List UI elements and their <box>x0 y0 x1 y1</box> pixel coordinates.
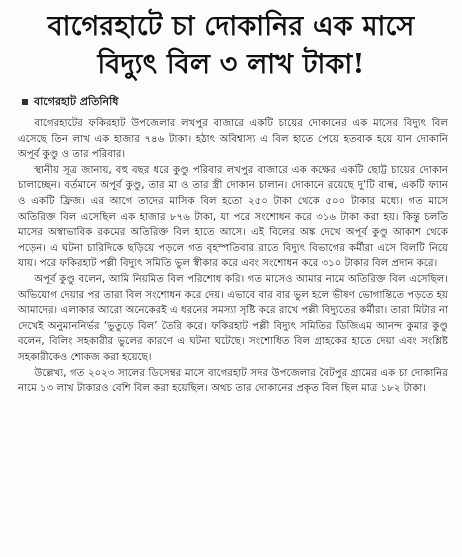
headline <box>0 0 462 84</box>
headline-line-2: বিদ্যুৎ বিল ৩ লাখ টাকা! <box>97 49 365 80</box>
paragraph-1: বাগেরহাটের ফকিরহাট উপজেলার লখপুর বাজারে একটি চায়ের দোকানের এক মাসের বিদ্যুৎ বিল এসেছে তিন লাখ এক হাজার ৭৪৬ টাকা। হঠাৎ অবিশ্বাস্য এ বিল হাতে পেয়ে হতবাক হয়ে যান দোকানি অপূর্ব কুণ্ডু ও তার পরিবার। <box>18 118 448 161</box>
paragraph-4: উল্লেখ্য, গত ২০২৩ সালের ডিসেম্বর মাসে বাগেরহাট সদর উপজেলার বৈটপুর গ্রামের এক চা দোকানির নামে ১৩ লাখ টাকারও বেশি বিল করা হয়েছিল। অথচ তার দোকানের প্রকৃত বিল ছিল মাত্র ১৮২ টাকা। <box>18 367 448 395</box>
headline-line-1: বাগেরহাটে চা দোকানির এক মাসে <box>47 11 415 42</box>
byline-text: বাগেরহাট প্রতিনিধি <box>34 94 119 108</box>
byline <box>22 94 462 110</box>
paragraph-3: অপূর্ব কুণ্ডু বলেন, আমি নিয়মিত বিল পরিশোধ করি। গত মাসেও আমার নামে অতিরিক্ত বিল এসেছিল। অভিযোগ দেয়ার পর তারা বিল সংশোধন করে দেয়। এভাবে বার বার ভুল হলে ভীষণ ভোগান্তিতে পড়তে হয় আমাদের। এলাকার আরো অনেকেরই এ ধরনের সমস্যা সৃষ্টি করে রাখে পল্লী বিদ্যুতের কর্মীরা। তারা মিটার না দেখেই অনুমাননির্ভর ‘ভুতুড়ে বিল’ তৈরি করে। ফকিরহাট পল্লী বিদ্যুৎ সমিতির ডিজিএম আনন্দ কুমার কুণ্ডু বলেন, বিলিং সহকারীর ভুলের কারণে এ ঘটনা ঘটেছে। সংশোধিত বিল গ্রাহকের হাতে দেয়া এবং সংশ্লিষ্ট সহকারীকেও শোকজ করা হয়েছে। <box>18 273 448 363</box>
article-body <box>18 116 448 397</box>
bullet-square-icon <box>22 99 28 105</box>
paragraph-2: স্থানীয় সূত্র জানায়, বহু বছর ধরে কুণ্ডু পরিবার লখপুর বাজারে এক কক্ষের একটি ছোট্ট চায়ের দোকান চালাচ্ছেন। বর্তমানে অপূর্ব কুণ্ডু, তার মা ও তার স্ত্রী দোকান চালান। দোকানে রয়েছে দু’টি বাল্ব, একটি ফ্যান ও একটি ফ্রিজ। এর আগে তাদের মাসিক বিল হতো ২৫০ টাকা থেকে ৫০০ টাকার মধ্যে। গত মাসে অতিরিক্ত বিল এসেছিল এক হাজার ৮৭৬ টাকা, যা পরে সংশোধন করে ৩১৬ টাকা করা হয়। কিন্তু চলতি মাসের অস্বাভাবিক রকমের অতিরিক্ত বিল হাতে আসে। এই বিলের অঙ্ক দেখে অপূর্ব কুণ্ডু আকাশ থেকে পড়েন। এ ঘটনা চারিদিকে ছড়িয়ে পড়লে গত বৃহস্পতিবার রাতে বিদ্যুৎ বিভাগের কর্মীরা এসে বিলটি নিয়ে যায়। পরে ফকিরহাট পল্লী বিদ্যুৎ সমিতি ভুল স্বীকার করে এবং সংশোধন করে ৩১০ টাকার বিল প্রদান করে। <box>18 164 448 270</box>
